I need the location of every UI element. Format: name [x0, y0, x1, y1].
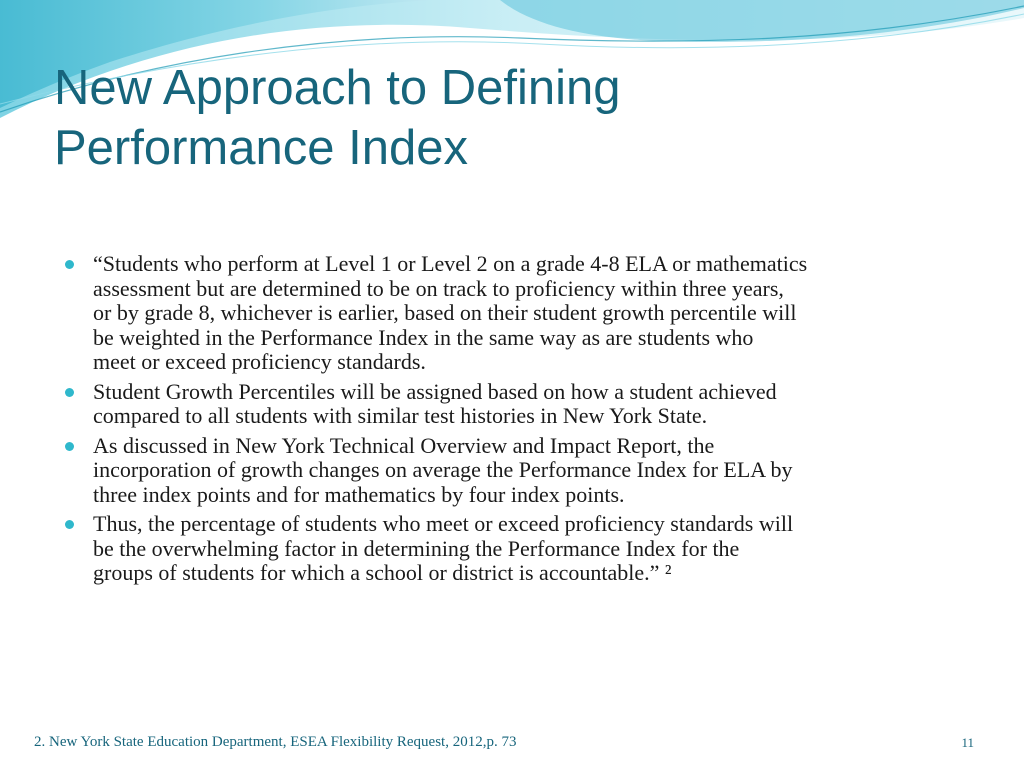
bullet-line: meet or exceed proficiency standards. — [93, 349, 426, 374]
slide-title-line: New Approach to Defining — [54, 61, 621, 115]
bullet-line: groups of students for which a school or district is accountable.” ² — [93, 560, 672, 585]
bullet-marker-icon — [65, 442, 74, 451]
bullet-text — [93, 434, 964, 508]
bullet-marker-icon — [65, 520, 74, 529]
bullet-line: three index points and for mathematics by four index points. — [93, 481, 625, 507]
bullet-line: assessment but are determined to be on track to proficiency within three years, — [93, 275, 784, 301]
slide-title — [54, 58, 954, 178]
bullet-line: Student Growth Percentiles will be assigned based on how a student achieved — [93, 378, 777, 404]
bullet-line: be weighted in the Performance Index in the same way as are students who — [93, 324, 754, 350]
bullet-line: As discussed in New York Technical Overview and Impact Report, the — [93, 432, 715, 458]
bullet-marker-icon — [65, 388, 74, 397]
page-number: 11 — [961, 735, 974, 750]
bullet-item — [64, 380, 964, 429]
bullet-line: or by grade 8, whichever is earlier, based on their student growth percentile will — [93, 300, 797, 325]
bullet-text — [93, 380, 964, 429]
bullet-line: be the overwhelming factor in determining the Performance Index for the — [93, 535, 740, 561]
bullet-line: incorporation of growth changes on average the Performance Index for ELA by — [93, 457, 793, 482]
bullet-text — [93, 252, 964, 375]
bullet-line: compared to all students with similar test histories in New York State. — [93, 403, 708, 428]
bullet-marker-icon — [65, 260, 74, 269]
slide-title-line: Performance Index — [54, 121, 468, 175]
bullet-line: Thus, the percentage of students who meet or exceed proficiency standards will — [93, 511, 794, 536]
bullet-list — [64, 252, 964, 591]
bullet-item — [64, 434, 964, 508]
bullet-item — [64, 252, 964, 375]
bullet-text — [93, 512, 964, 586]
bullet-line: “Students who perform at Level 1 or Level 2 on a grade 4-8 ELA or mathematics — [93, 251, 808, 276]
bullet-item — [64, 512, 964, 586]
footnote: 2. New York State Education Department, ESEA Flexibility Request, 2012,p. 73 — [34, 734, 517, 750]
